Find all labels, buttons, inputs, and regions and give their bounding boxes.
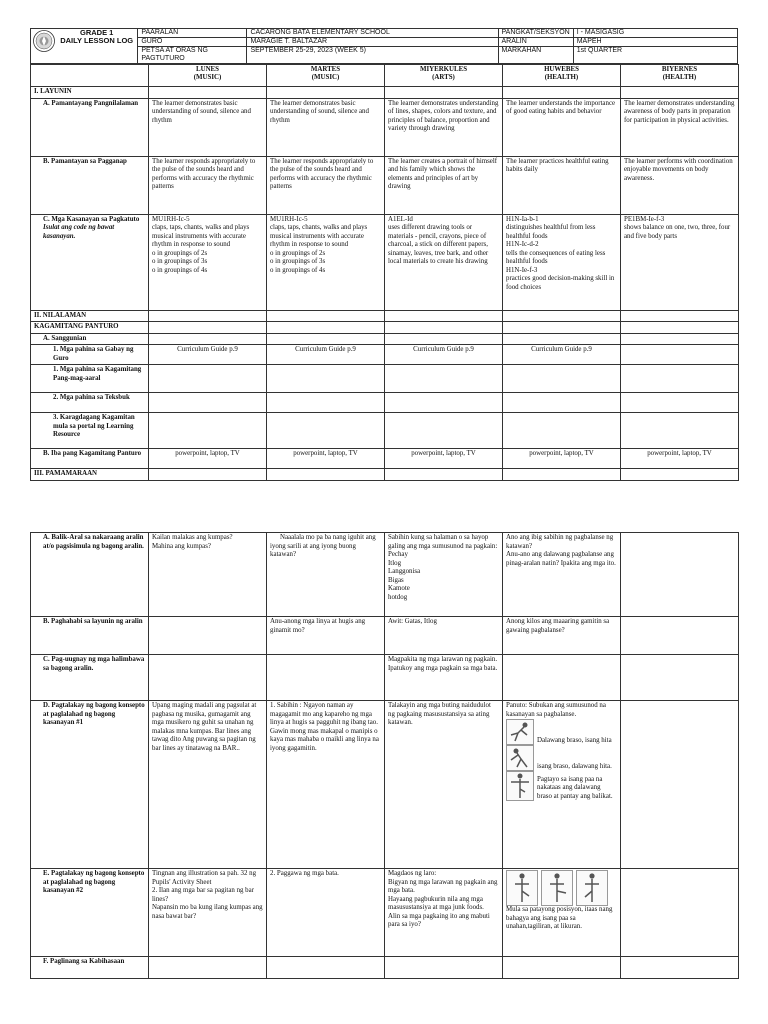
cell-pag-uugnay-fri bbox=[621, 655, 739, 701]
row-label-karagdagang-kagamitan: 3. Karagdagang Kagamitan mula sa portal ng Learning Resource bbox=[31, 413, 149, 449]
quarter-label: MARKAHAN bbox=[498, 47, 573, 64]
balance-figure-3-label: Pagtayo sa isang paa na nakataas ang dalawang braso at pantay ang balikat. bbox=[537, 775, 613, 800]
cell-balik-fri bbox=[621, 533, 739, 617]
cell-pagtalakay1-tue: 1. Sabihin : Ngayon naman ay magagamit mo ang kapareho ng mga linya at hugis sa pagguhit ng ibang tao. Gawin mong mas makapal o manipis o kaya mas mahaba o maikli ang linya na iyong gagamitin. bbox=[267, 701, 385, 869]
dll-title: DAILY LESSON LOG bbox=[60, 36, 134, 45]
cell-paghahabi-thu: Anong kilos ang maaaring gamitin sa gawaing pagbalanse? bbox=[503, 617, 621, 655]
cell-pagganap-thu: The learner practices healthful eating habits daily bbox=[503, 156, 621, 214]
cell-pagganap-mon: The learner responds appropriately to the pulse of the sounds heard and performs with accuracy the rhythmic patterns bbox=[149, 156, 267, 214]
cell-balik-tue: Naaalala mo pa ba nang iguhit ang iyong sarili at ang iyong buong katawan? bbox=[267, 533, 385, 617]
cell-pagtalakay2-wed: Magdaos ng laro: Bigyan ng mga larawan ng pagkain ang mga bata. Hayaang pagbukurin nila ang mga masusustansiya at mga junk foods. Alin sa mga pagkaing ito ang mabuti para sa iyo? bbox=[385, 869, 503, 957]
row-label-balik-aral: A. Balik-Aral sa nakaraang aralin at/o pagsisimula ng bagong aralin. bbox=[31, 533, 149, 617]
cell-pagtalakay1-fri bbox=[621, 701, 739, 869]
kasanayan-note: Isulat ang code ng bawat kasanayan. bbox=[43, 224, 115, 240]
cell-pagganap-wed: The learner creates a portrait of himself and his family which shows the elements and principles of art by drawing bbox=[385, 156, 503, 214]
balance-figure-2-label: isang braso, dalawang hita. bbox=[537, 762, 612, 770]
cell-pag-uugnay-mon bbox=[149, 655, 267, 701]
grade-value: I - MASIGASIG bbox=[573, 29, 737, 38]
cell-pag-uugnay-tue bbox=[267, 655, 385, 701]
leg-raise-side-icon bbox=[541, 870, 573, 906]
lesson-grid-bottom bbox=[30, 532, 739, 979]
leg-raise-figures bbox=[506, 870, 617, 906]
grade-label: PANGKAT/SEKSYON bbox=[498, 29, 573, 38]
row-label-paghahabi: B. Paghahabi sa layunin ng aralin bbox=[31, 617, 149, 655]
cell-pagtalakay2-mon: Tingnan ang illustration sa pah. 32 ng Pupils' Activity Sheet 2. Ilan ang mga bar sa pagitan ng bar lines? Napansin mo ba kung ilang kumpas ang nasa bawat bar? bbox=[149, 869, 267, 957]
cell-balik-thu: Ano ang ibig sabihin ng pagbalanse ng katawan? Anu-ano ang dalawang pagbalanse ang pinag-aralan natin? Ipakita ang mga ito. bbox=[503, 533, 621, 617]
corner-cell bbox=[31, 65, 149, 87]
subject-label: ARALIN bbox=[498, 38, 573, 47]
row-label-paglinang: F. Paglinang sa Kabihasaan bbox=[31, 957, 149, 979]
balance-pose-1-icon bbox=[506, 719, 534, 745]
cell-iba-fri: powerpoint, laptop, TV bbox=[621, 449, 739, 469]
date-label: PETSA AT ORAS NG PAGTUTURO bbox=[138, 47, 247, 64]
cell-kasanayan-tue: MU1RH-Ic-5 claps, taps, chants, walks and plays musical instruments with accurate rhythm in response to sound o in groupings of 2s o in groupings of 3s o in groupings of 4s bbox=[267, 214, 385, 310]
balance-figure-1-label: Dalawang braso, isang hita bbox=[537, 736, 612, 744]
school-label: PAARALAN bbox=[138, 29, 247, 38]
cell-pamantayang-tue: The learner demonstrates basic understanding of sound, silence and rhythm bbox=[267, 98, 385, 156]
quarter-value: 1st QUARTER bbox=[573, 47, 737, 64]
cell-kasanayan-mon: MU1RH-Ic-5 claps, taps, chants, walks and plays musical instruments with accurate rhythm in response to sound o in groupings of 2s o in groupings of 3s o in groupings of 4s bbox=[149, 214, 267, 310]
date-value: SEPTEMBER 25-29, 2023 (WEEK 5) bbox=[247, 47, 498, 64]
school-value: CACARONG BATA ELEMENTARY SCHOOL bbox=[247, 29, 498, 38]
cell-pagganap-fri: The learner performs with coordination enjoyable movements on body awareness. bbox=[621, 156, 739, 214]
cell-gabay-tue: Curriculum Guide p.9 bbox=[267, 345, 385, 365]
cell-paghahabi-mon bbox=[149, 617, 267, 655]
teacher-value: MARAGIE T. BALTAZAR bbox=[247, 38, 498, 47]
cell-pamantayang-mon: The learner demonstrates basic understanding of sound, silence and rhythm bbox=[149, 98, 267, 156]
balance-figure-3 bbox=[506, 771, 617, 801]
cell-balik-wed: Sabihin kung sa halaman o sa hayop galing ang mga sumusunod na pagkain: Pechay Itlog Langgonisa Bigas Kamote hotdog bbox=[385, 533, 503, 617]
cell-paghahabi-tue: Anu-anong mga linya at hugis ang ginamit mo? bbox=[267, 617, 385, 655]
balance-pose-3-icon bbox=[506, 771, 534, 801]
cell-pamantayang-thu: The learner understands the importance of good eating habits and behavior bbox=[503, 98, 621, 156]
kasanayan-label: C. Mga Kasanayan sa Pagkatuto bbox=[43, 215, 140, 223]
cell-pagtalakay1-wed: Talakayin ang mga buting naidudulot ng pagkaing masusustansiya sa ating katawan. bbox=[385, 701, 503, 869]
subject-value: MAPEH bbox=[573, 38, 737, 47]
row-label-iba-pang-kagamitang: B. Iba pang Kagamitang Panturo bbox=[31, 449, 149, 469]
grade-title: GRADE 1 bbox=[79, 28, 114, 37]
cell-iba-mon: powerpoint, laptop, TV bbox=[149, 449, 267, 469]
row-label-kasanayan bbox=[31, 214, 149, 310]
day-header-wed: MIYERKULES (ARTS) bbox=[385, 65, 503, 87]
cell-iba-wed: powerpoint, laptop, TV bbox=[385, 449, 503, 469]
cell-paghahabi-fri bbox=[621, 617, 739, 655]
balance-figure-2 bbox=[506, 745, 617, 771]
cell-pagtalakay1-thu bbox=[503, 701, 621, 869]
teacher-label: GURO bbox=[138, 38, 247, 47]
section-kagamitang-panturo: KAGAMITANG PANTURO bbox=[31, 322, 149, 334]
section-pamamaraan: III. PAMAMARAAN bbox=[31, 469, 149, 481]
lesson-grid-top bbox=[30, 64, 739, 481]
cell-kasanayan-thu: H1N-Ia-b-1 distinguishes healthful from less healthful foods H1N-Ic-d-2 tells the consequences of eating less healthful foods H1N-Ie-f-3 practices good decision-making skill in food choices bbox=[503, 214, 621, 310]
day-header-fri: BIYERNES (HEALTH) bbox=[621, 65, 739, 87]
cell-pamantayang-fri: The learner demonstrates understanding awareness of body parts in preparation for participation in physical activities. bbox=[621, 98, 739, 156]
cell-pagtalakay2-thu bbox=[503, 869, 621, 957]
day-header-thu: HUWEBES (HEALTH) bbox=[503, 65, 621, 87]
cell-pagganap-tue: The learner responds appropriately to the pulse of the sounds heard and performs with accuracy the rhythmic patterns bbox=[267, 156, 385, 214]
leg-raise-instruction: Mula sa patayong posisyon, itaas nang bahagya ang isang paa sa unahan,tagiliran, at likuran. bbox=[506, 906, 613, 930]
row-label-pagtalakay-1: D. Pagtalakay ng bagong konsepto at paglalahad ng bagong kasanayan #1 bbox=[31, 701, 149, 869]
cell-gabay-wed: Curriculum Guide p.9 bbox=[385, 345, 503, 365]
section-nilalaman: II. NILALAMAN bbox=[31, 310, 149, 322]
leg-raise-back-icon bbox=[576, 870, 608, 906]
header-table bbox=[30, 28, 738, 64]
row-label-pamantayang-pangnilalaman: A. Pamantayang Pangnilalaman bbox=[31, 98, 149, 156]
row-label-pag-uugnay: C. Pag-uugnay ng mga halimbawa sa bagong aralin. bbox=[31, 655, 149, 701]
row-label-gabay-guro: 1. Mga pahina sa Gabay ng Guro bbox=[31, 345, 149, 365]
balance-instruction: Panuto: Subukan ang sumusunod na kasanayan sa pagbalanse. bbox=[506, 702, 606, 718]
section-layunin: I. LAYUNIN bbox=[31, 87, 149, 99]
cell-pagtalakay2-tue: 2. Paggawa ng mga bata. bbox=[267, 869, 385, 957]
cell-kasanayan-wed: A1EL-Id uses different drawing tools or materials - pencil, crayons, piece of charcoal, a stick on different papers, sinamay, leaves, tree bark, and other local materials to create his drawing bbox=[385, 214, 503, 310]
balance-figure-1 bbox=[506, 719, 617, 745]
row-label-kagamitang-pang-mag-aaral: 1. Mga pahina sa Kagamitang Pang-mag-aaral bbox=[31, 365, 149, 393]
cell-iba-tue: powerpoint, laptop, TV bbox=[267, 449, 385, 469]
day-header-mon: LUNES (MUSIC) bbox=[149, 65, 267, 87]
cell-gabay-thu: Curriculum Guide p.9 bbox=[503, 345, 621, 365]
cell-paghahabi-wed: Awit: Gatas, Itlog bbox=[385, 617, 503, 655]
row-label-pamantayan-pagganap: B. Pamantayan sa Pagganap bbox=[31, 156, 149, 214]
cell-pag-uugnay-thu bbox=[503, 655, 621, 701]
day-header-tue: MARTES (MUSIC) bbox=[267, 65, 385, 87]
cell-kasanayan-fri: PE1BM-Ie-f-3 shows balance on one, two, three, four and five body parts bbox=[621, 214, 739, 310]
balance-pose-2-icon bbox=[506, 745, 534, 771]
leg-raise-front-icon bbox=[506, 870, 538, 906]
row-label-teksbuk: 2. Mga pahina sa Teksbuk bbox=[31, 393, 149, 413]
cell-pagtalakay1-mon: Upang maging madali ang pagsulat at pagbasa ng musika, gumagamit ang mga musikero ng guhit sa unahan ng malakas mna kumpas. Bar lines ang tawag dito Ang puwang sa pagitan ng bar lines ay tinatawag na BAR.. bbox=[149, 701, 267, 869]
cell-pag-uugnay-wed: Magpakita ng mga larawan ng pagkain. Ipatukoy ang mga pagkain sa mga bata. bbox=[385, 655, 503, 701]
cell-pamantayang-wed: The learner demonstrates understanding of lines, shapes, colors and texture, and principles of balance, proportion and variety through drawing bbox=[385, 98, 503, 156]
row-label-pagtalakay-2: E. Pagtalakay ng bagong konsepto at paglalahad ng bagong kasanayan #2 bbox=[31, 869, 149, 957]
cell-gabay-mon: Curriculum Guide p.9 bbox=[149, 345, 267, 365]
cell-pagtalakay2-fri bbox=[621, 869, 739, 957]
row-label-sanggunian: A. Sanggunian bbox=[31, 333, 149, 345]
cell-balik-mon: Kailan malakas ang kumpas? Mahina ang kumpas? bbox=[149, 533, 267, 617]
document-title bbox=[31, 29, 138, 64]
cell-iba-thu: powerpoint, laptop, TV bbox=[503, 449, 621, 469]
cell-gabay-fri bbox=[621, 345, 739, 365]
